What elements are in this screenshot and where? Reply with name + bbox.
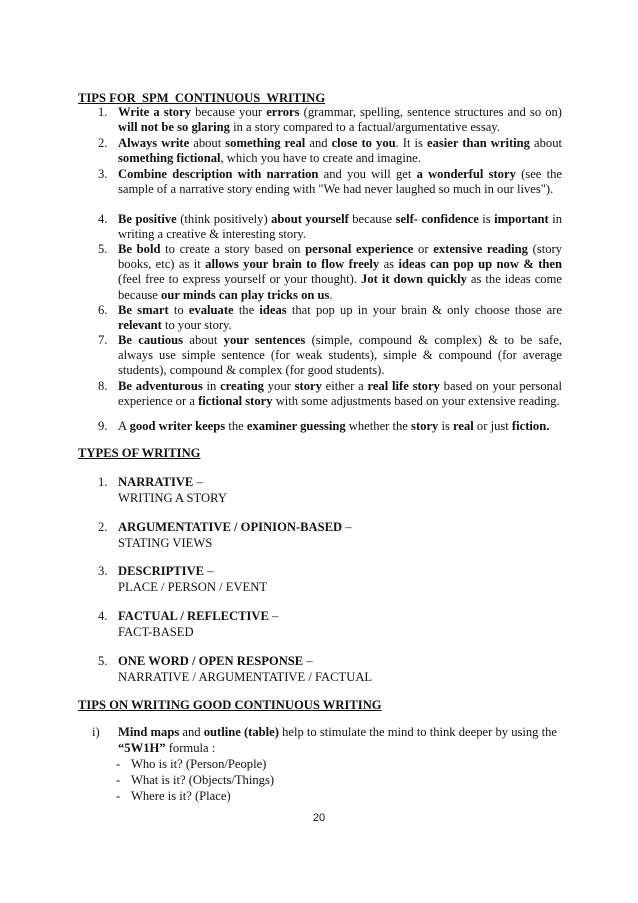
tip-number: 2. (98, 136, 108, 150)
text: with some adjustments based on your extensive reading. (272, 394, 560, 409)
bold-text: allows your brain to flow freely (205, 257, 380, 272)
text: whether the (345, 419, 412, 433)
text: or just (473, 419, 512, 433)
text: . (329, 287, 333, 302)
type-title: NARRATIVE (118, 475, 194, 489)
page-number: 20 (312, 812, 326, 824)
text: and (305, 136, 332, 150)
bold-text: Be adventurous (118, 379, 203, 393)
tip-number: 9. (98, 419, 108, 433)
tip-number: 4. (98, 212, 108, 226)
type-item (98, 475, 227, 507)
bold-text: evaluate (188, 303, 234, 317)
bold-text: will not be so glaring (118, 120, 230, 135)
type-dash: – (303, 654, 313, 668)
bold-text: a wonderful story (416, 167, 516, 181)
text: about (183, 333, 224, 347)
bold-text: Be smart (118, 303, 169, 317)
bold-text: our minds can play tricks on us (161, 287, 330, 302)
text: that pop up in your brain & only choose those are (286, 303, 562, 317)
tip-number: 6. (98, 303, 108, 317)
good-tip-text (98, 725, 558, 756)
bold-text: fictional story (198, 394, 273, 409)
text: the (225, 419, 247, 433)
bold-text: real life story (367, 379, 440, 393)
type-title: DESCRIPTIVE (118, 564, 205, 578)
bullet-dash: - (116, 757, 121, 771)
bold-text: “5W1H” (118, 740, 166, 755)
bold-text: creating (220, 379, 264, 393)
bold-text: Always write (118, 136, 190, 150)
bullet-dash: - (116, 789, 121, 803)
tip-item (98, 379, 562, 409)
text: help to stimulate the mind to think deeper by using the (278, 725, 558, 739)
text: to (168, 303, 189, 317)
bold-text: important (494, 212, 549, 226)
tip-text (118, 379, 562, 409)
type-number: 3. (98, 564, 108, 578)
bold-text: errors (266, 105, 300, 119)
text: in a story compared to a factual/argumentative essay. (229, 120, 500, 135)
question-item (116, 757, 266, 773)
question-item (116, 773, 274, 789)
bold-text: Combine description with narration (118, 167, 319, 181)
heading-tips-spm: TIPS FOR SPM CONTINUOUS WRITING (78, 91, 326, 105)
type-item (98, 609, 278, 641)
type-title: ONE WORD / OPEN RESPONSE (118, 654, 304, 668)
bold-text: extensive reading (433, 242, 528, 256)
bullet-dash: - (116, 773, 121, 787)
bold-text: examiner guessing (246, 419, 346, 433)
tip-item (98, 136, 562, 166)
bold-text: self- confidence (395, 212, 479, 226)
type-subtitle: PLACE / PERSON / EVENT (118, 579, 268, 594)
text: A (118, 419, 130, 433)
tip-text (118, 242, 562, 303)
text: because your (191, 105, 267, 119)
bold-text: about yourself (271, 212, 349, 226)
text: (think positively) (176, 212, 272, 226)
question-text: Who is it? (Person/People) (131, 757, 267, 771)
text: and you will get (318, 167, 417, 181)
type-number: 2. (98, 520, 108, 534)
question-text: Where is it? (Place) (131, 789, 231, 803)
type-item (98, 520, 352, 552)
tip-number: 7. (98, 333, 108, 347)
tip-text (118, 212, 562, 242)
tip-number: 1. (98, 105, 108, 119)
type-number: 1. (98, 475, 108, 489)
tip-number: 3. (98, 167, 108, 181)
type-dash: – (342, 520, 352, 534)
tip-item (98, 212, 562, 242)
text: in writing a creative & interesting story. (118, 212, 563, 242)
tip-text (118, 333, 562, 379)
bold-text: Mind maps (118, 725, 180, 739)
type-subtitle: WRITING A STORY (118, 490, 227, 505)
good-tip-number: i) (92, 725, 100, 739)
text: or (413, 242, 434, 256)
type-title: FACTUAL / REFLECTIVE (118, 609, 269, 623)
text: the (233, 303, 260, 317)
question-item (116, 789, 231, 805)
bold-text: real (453, 419, 474, 433)
text: about (529, 136, 562, 150)
text: is (478, 212, 495, 226)
bold-text: outline (table) (203, 725, 279, 739)
type-dash: – (193, 475, 203, 489)
type-item (98, 654, 372, 686)
text: to your story. (161, 318, 232, 333)
bold-text: something real (225, 136, 306, 150)
bold-text: Jot it down quickly (361, 272, 467, 287)
type-number: 4. (98, 609, 108, 623)
bold-text: Be positive (118, 212, 177, 226)
bold-text: your sentences (223, 333, 306, 347)
text: (see the sample of a narrative story ending with "We had never laughed so much in our lives"). (118, 167, 562, 197)
type-subtitle: STATING VIEWS (118, 535, 213, 550)
text: as the ideas come because (118, 272, 562, 302)
text: based on your personal experience or a (118, 379, 563, 409)
text: about (189, 136, 226, 150)
bold-text: something fictional (118, 151, 221, 166)
text: to create a story based on (160, 242, 306, 256)
bold-text: ideas (259, 303, 287, 317)
bold-text: ideas can pop up now & then (398, 257, 562, 272)
bold-text: fiction. (511, 419, 550, 433)
bold-text: close to you (331, 136, 396, 150)
heading-tips-good-writing: TIPS ON WRITING GOOD CONTINUOUS WRITING (78, 698, 382, 712)
text: (grammar, spelling, sentence structures and so on) (299, 105, 562, 119)
type-item (98, 564, 267, 596)
tip-item (98, 419, 562, 434)
type-dash: – (204, 564, 214, 578)
text: (feel free to express yourself or your thought). (118, 272, 362, 287)
text: and (179, 725, 204, 739)
bold-text: story (411, 419, 439, 433)
bold-text: Be cautious (118, 333, 184, 347)
heading-types-of-writing: TYPES OF WRITING (78, 446, 201, 460)
bold-text: good writer keeps (129, 419, 226, 433)
bold-text: Write a story (118, 105, 191, 119)
tip-text (118, 136, 562, 166)
tip-number: 8. (98, 379, 108, 393)
tip-item (98, 242, 562, 303)
tip-item (98, 105, 562, 135)
text: (story books, etc) as it (118, 242, 563, 272)
bold-text: relevant (118, 318, 162, 333)
tip-item (98, 303, 562, 333)
text: . It is (395, 136, 427, 150)
type-subtitle: FACT-BASED (118, 624, 194, 639)
text: (simple, compound & complex) & to be safe, always use simple sentence (for weak students), simple & compound (for average students), compound & complex (for good students). (118, 333, 562, 378)
tip-text (118, 167, 562, 197)
type-dash: – (268, 609, 279, 623)
text: because (348, 212, 396, 226)
bold-text: Be bold (118, 242, 161, 256)
text: your (263, 379, 295, 393)
tip-text (118, 419, 562, 434)
text: in (202, 379, 221, 393)
text: , which you have to create and imagine. (220, 151, 421, 166)
text: is (438, 419, 454, 433)
good-tip-item (92, 725, 558, 756)
type-number: 5. (98, 654, 108, 668)
text: as (379, 257, 399, 272)
type-title: ARGUMENTATIVE / OPINION-BASED (118, 520, 343, 534)
bold-text: personal experience (305, 242, 414, 256)
bold-text: easier than writing (426, 136, 530, 150)
tip-number: 5. (98, 242, 108, 256)
tip-text (118, 105, 562, 135)
tip-item (98, 333, 562, 379)
bold-text: story (294, 379, 322, 393)
tip-item (98, 167, 562, 197)
text: formula : (165, 740, 216, 755)
question-text: What is it? (Objects/Things) (131, 773, 275, 787)
tip-text (118, 303, 562, 333)
text: either a (321, 379, 368, 393)
type-subtitle: NARRATIVE / ARGUMENTATIVE / FACTUAL (118, 669, 373, 684)
